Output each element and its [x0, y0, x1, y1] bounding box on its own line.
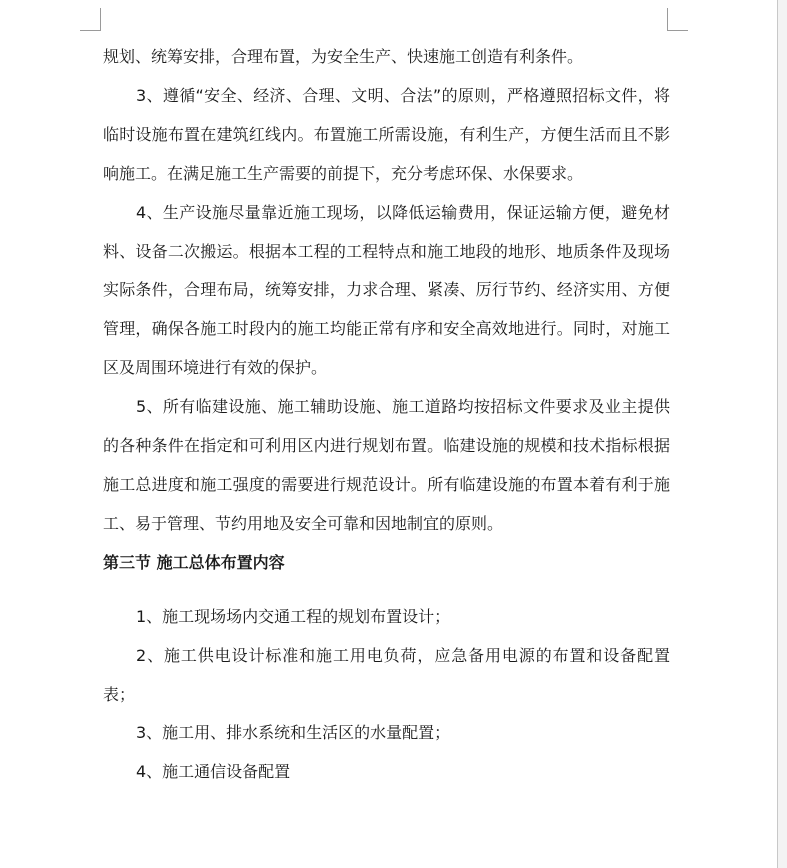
page-right-edge	[777, 0, 778, 868]
list-item-2: 2、施工供电设计标准和施工用电负荷，应急备用电源的布置和设备配置表；	[103, 645, 670, 704]
list-item-4: 4、施工通信设备配置	[136, 762, 291, 782]
paragraph-item-5: 5、所有临建设施、施工辅助设施、施工道路均按招标文件要求及业主提供的各种条件在指定和可利用区内进行规划布置。临建设施的规模和技术指标根据施工总进度和施工强度的需要进行规范设计。所有临建设施的布置本着有利于施工、易于管理、节约用地及安全可靠和因地制宜的原则。	[103, 397, 670, 533]
heading-spacer	[103, 583, 670, 598]
margin-corner-mark-top-left	[80, 8, 101, 31]
paragraph-item-3: 3、遵循“安全、经济、合理、文明、合法”的原则，严格遵照招标文件，将临时设施布置在建筑红线内。布置施工所需设施，有利生产，方便生活而且不影响施工。在满足施工生产需要的前提下，充分考虑环保、水保要求。	[103, 85, 670, 183]
list-item-3: 3、施工用、排水系统和生活区的水量配置；	[136, 723, 451, 743]
margin-corner-mark-top-right	[667, 8, 688, 31]
list-item-1: 1、施工现场场内交通工程的规划布置设计；	[136, 606, 451, 626]
paragraph-continuation: 规划、统筹安排，合理布置，为安全生产、快速施工创造有利条件。	[103, 47, 584, 66]
page-edge-shadow	[778, 0, 787, 868]
document-body	[103, 38, 670, 792]
section-heading: 第三节 施工总体布置内容	[103, 552, 285, 572]
paragraph-item-4: 4、生产设施尽量靠近施工现场，以降低运输费用，保证运输方便，避免材料、设备二次搬运。根据本工程的工程特点和施工地段的地形、地质条件及现场实际条件，合理布局，统筹安排，力求合理、紧凑、厉行节约、经济实用、方便管理，确保各施工时段内的施工均能正常有序和安全高效地进行。同时，对施工区及周围环境进行有效的保护。	[103, 202, 670, 378]
